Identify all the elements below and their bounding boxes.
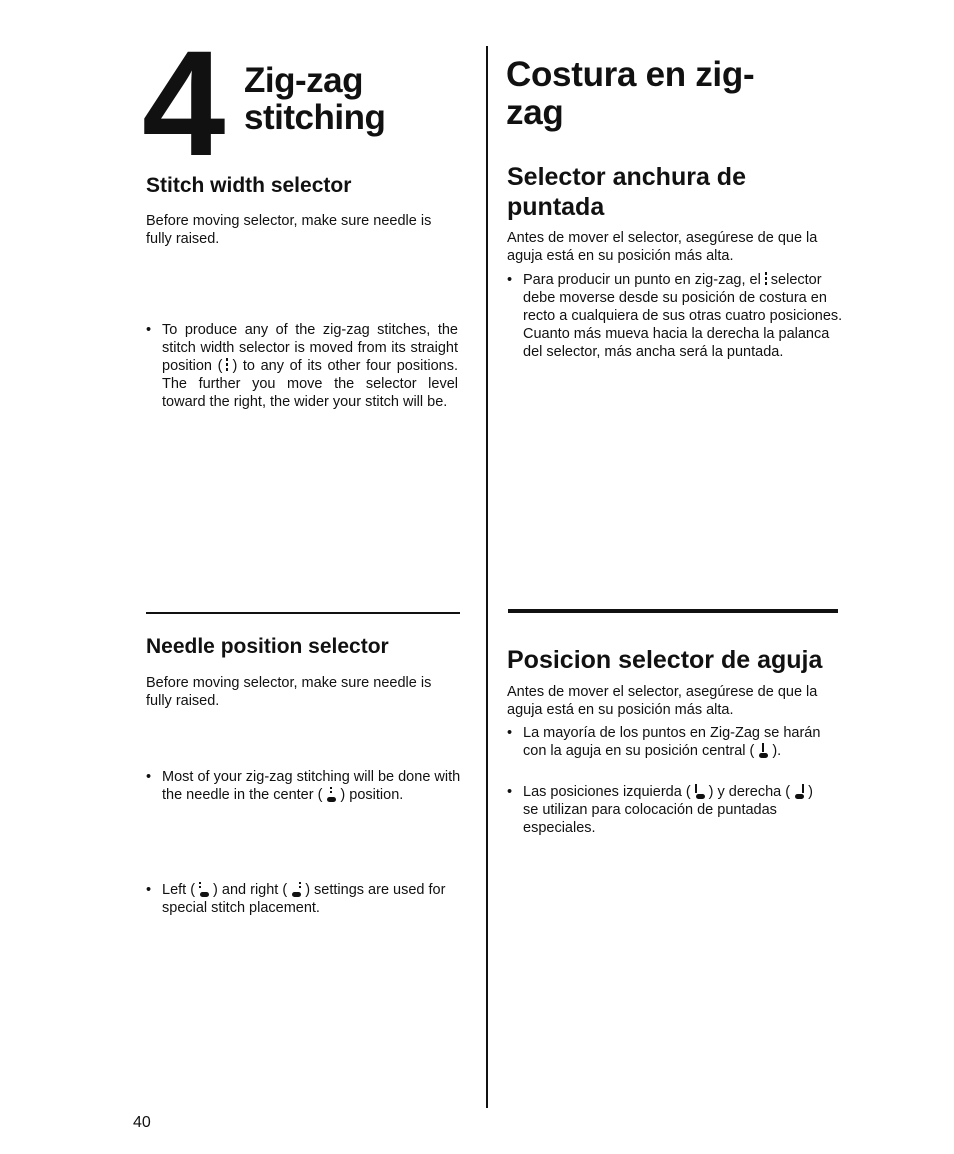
needle-left-icon: [197, 882, 211, 897]
straight-stitch-icon: [765, 272, 767, 286]
needle-position-heading-es: Posicion selector de aguja: [507, 646, 823, 674]
needle-left-right-bullet-en: [146, 881, 462, 917]
stitch-width-heading-es: Selector anchura de puntada: [507, 163, 746, 221]
chapter-title-en: Zig-zag stitching: [244, 61, 386, 137]
chapter-title-es: Costura en zig-zag: [506, 55, 755, 132]
needle-left-right-bullet-es: [507, 783, 823, 837]
bullet-text: To produce any of the zig-zag stitches, the stitch width selector is moved from its straight position (: [162, 322, 458, 374]
bullet-text: La mayoría de los puntos en Zig-Zag se harán con la aguja en su posición central (: [523, 725, 821, 759]
bullet-text: ) position.: [340, 787, 404, 803]
section-divider-en: [146, 612, 460, 614]
needle-position-intro-en: Before moving selector, make sure needle is fully raised.: [146, 675, 432, 709]
needle-position-heading-en: Needle position selector: [146, 635, 389, 658]
needle-center-bullet-es: [507, 724, 823, 760]
needle-center-icon: [324, 787, 338, 802]
bullet-text: Las posiciones izquierda (: [523, 784, 691, 800]
bullet-text: ) to any of its other four positions. The further you move the selector level toward the right, the wider your stitch will be.: [162, 358, 458, 410]
column-divider: [486, 46, 488, 1108]
needle-left-icon: [693, 784, 707, 799]
bullet-text: selector debe moverse desde su posición de costura en recto a cualquiera de sus otras cuatro posiciones. Cuanto más mueva hacia la derecha la palanca del selector, más ancha será la puntada.: [523, 272, 843, 360]
needle-center-bullet-en: [146, 768, 462, 804]
bullet-text: ) and right (: [213, 882, 288, 898]
bullet-text: Most of your zig-zag stitching will be done with the needle in the center (: [162, 769, 461, 803]
needle-right-icon: [792, 784, 806, 799]
needle-center-icon: [756, 743, 770, 758]
bullet-text: ).: [772, 743, 782, 759]
stitch-width-intro-es: Antes de mover el selector, asegúrese de que la aguja está en su posición más alta.: [507, 230, 818, 264]
section-divider-es: [508, 609, 838, 613]
stitch-width-intro-en: Before moving selector, make sure needle is fully raised.: [146, 213, 432, 247]
needle-position-intro-es: Antes de mover el selector, asegúrese de que la aguja está en su posición más alta.: [507, 684, 818, 718]
stitch-width-bullet-en: [146, 321, 458, 411]
bullet-text: Left (: [162, 882, 196, 898]
stitch-width-heading-en: Stitch width selector: [146, 174, 352, 197]
bullet-text: ) y derecha (: [708, 784, 791, 800]
bullet-text: Para producir un punto en zig-zag, el: [523, 272, 761, 288]
straight-stitch-icon: [226, 358, 228, 372]
bullet-text: ) se utilizan para colocación de puntadas especiales.: [523, 784, 813, 836]
stitch-width-bullet-es: [507, 271, 845, 361]
needle-right-icon: [289, 882, 303, 897]
page-number: 40: [133, 1114, 151, 1131]
chapter-number: 4: [142, 19, 220, 187]
bullet-text: ) settings are used for special stitch placement.: [162, 882, 446, 916]
